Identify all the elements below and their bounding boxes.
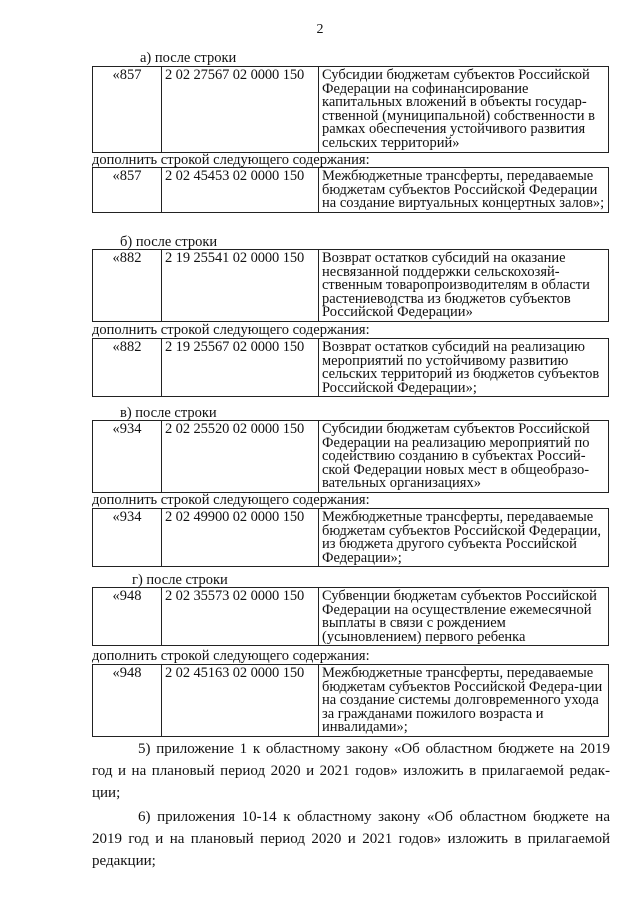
name-cell: Межбюджетные трансферты, передаваемые бюджетам субъектов Российской Федерации на создание виртуальных концертных залов»; (319, 168, 609, 213)
section-b-label: б) после строки (120, 234, 218, 250)
paragraph-5: 5) приложение 1 к областному закону «Об областном бюджете на 2019 год и на плановый период 2020 и 2021 годов» изложить в прилагаемой редак-ции; (92, 741, 610, 801)
kbk-cell: 2 02 49900 02 0000 150 (162, 509, 319, 567)
kbk-cell: 2 02 25520 02 0000 150 (162, 421, 319, 493)
code-cell: «948 (93, 588, 162, 646)
section-b-original-row (92, 249, 609, 322)
section-c-add-label: дополнить строкой следующего содержания: (92, 492, 370, 508)
page-number: 2 (316, 22, 324, 37)
kbk-cell: 2 02 45453 02 0000 150 (162, 168, 319, 213)
name-cell: Межбюджетные трансферты, передаваемые бюджетам субъектов Российской Федера-ции на создание системы долговременного ухода за гражданами пожилого возраста и инвалидами»; (319, 665, 609, 737)
name-cell: Субсидии бюджетам субъектов Российской Федерации на софинансирование капитальных вложений в объекты государ-ственной (муниципальной) собственности в рамках обеспечения устойчивого развития сельских территорий» (319, 67, 609, 153)
paragraph-6: 6) приложения 10-14 к областному закону «Об областном бюджете на 2019 год и на плановый период 2020 и 2021 годов» изложить в прилагаемой редакции; (92, 809, 610, 869)
section-a-add-label: дополнить строкой следующего содержания: (92, 152, 370, 168)
section-d-add-label: дополнить строкой следующего содержания: (92, 648, 370, 664)
kbk-cell: 2 19 25567 02 0000 150 (162, 339, 319, 397)
name-cell: Субсидии бюджетам субъектов Российской Федерации на реализацию мероприятий по содействию созданию в субъектах Россий-ской Федерации новых мест в общеобразо-вательных организациях» (319, 421, 609, 493)
code-cell: «934 (93, 421, 162, 493)
code-cell: «882 (93, 339, 162, 397)
section-c-label: в) после строки (120, 405, 217, 421)
code-cell: «882 (93, 250, 162, 322)
kbk-cell: 2 19 25541 02 0000 150 (162, 250, 319, 322)
section-d-original-row (92, 587, 609, 646)
section-d-label: г) после строки (132, 572, 228, 588)
section-a-original-row (92, 66, 609, 153)
section-a-label: а) после строки (140, 50, 237, 66)
section-b-added-row (92, 338, 609, 397)
code-cell: «934 (93, 509, 162, 567)
name-cell: Возврат остатков субсидий на оказание несвязанной поддержки сельскохозяй-ственным товаропроизводителям в области растениеводства из бюджетов субъектов Российской Федерации» (319, 250, 609, 322)
section-c-original-row (92, 420, 609, 493)
code-cell: «857 (93, 168, 162, 213)
name-cell: Субвенции бюджетам субъектов Российской Федерации на осуществление ежемесячной выплаты в связи с рождением (усыновлением) первого ребенка (319, 588, 609, 646)
name-cell: Возврат остатков субсидий на реализацию мероприятий по устойчивому развитию сельских территорий из бюджетов субъектов Российской Федерации»; (319, 339, 609, 397)
kbk-cell: 2 02 27567 02 0000 150 (162, 67, 319, 153)
kbk-cell: 2 02 45163 02 0000 150 (162, 665, 319, 737)
section-d-added-row (92, 664, 609, 737)
section-c-added-row (92, 508, 609, 567)
kbk-cell: 2 02 35573 02 0000 150 (162, 588, 319, 646)
section-b-add-label: дополнить строкой следующего содержания: (92, 322, 370, 338)
code-cell: «948 (93, 665, 162, 737)
code-cell: «857 (93, 67, 162, 153)
name-cell: Межбюджетные трансферты, передаваемые бюджетам субъектов Российской Федерации, из бюджета другого субъекта Российской Федерации»; (319, 509, 609, 567)
section-a-added-row (92, 167, 609, 213)
